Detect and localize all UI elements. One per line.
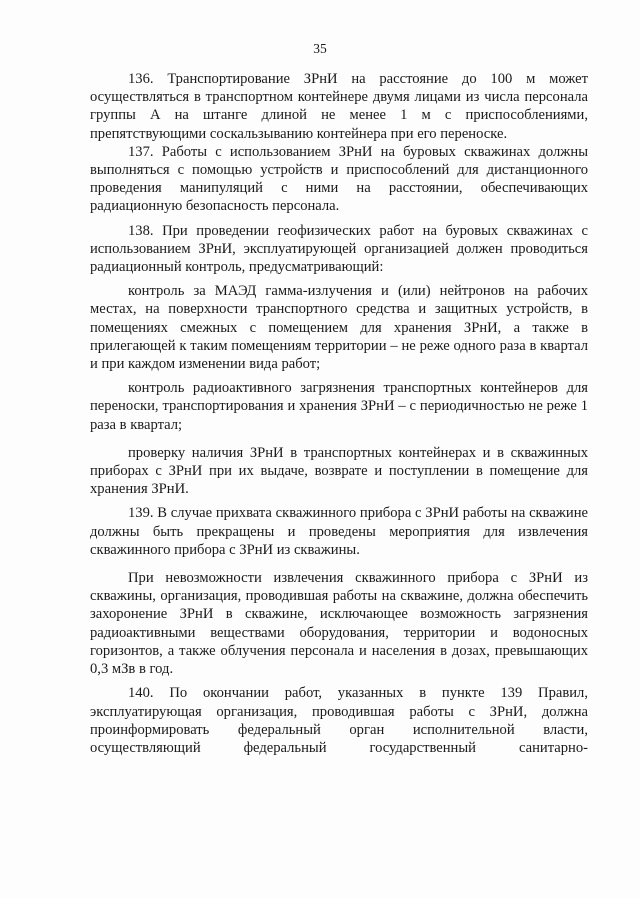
paragraph-138: 138. При проведении геофизических работ на буровых скважинах с использованием ЗРнИ, эксплуатирующей организацией должен проводиться радиационный контроль, предусматривающий: [90, 222, 588, 276]
paragraph-138-item-2: контроль радиоактивного загрязнения транспортных контейнеров для переноски, транспортирования и хранения ЗРнИ – с периодичностью не реже 1 раза в квартал; [90, 380, 588, 433]
paragraph-138-item-3: проверку наличия ЗРнИ в транспортных контейнерах и в скважинных приборах с ЗРнИ при их выдаче, возврате и поступлении в помещение для хранения ЗРнИ. [90, 444, 588, 498]
paragraph-139: 139. В случае прихвата скважинного прибора с ЗРнИ работы на скважине должны быть прекращены и проведены мероприятия для извлечения скважинного прибора с ЗРнИ из скважины. [90, 505, 588, 558]
document-body [90, 70, 588, 757]
paragraph-136: 136. Транспортирование ЗРнИ на расстояние до 100 м может осуществляться в транспортном контейнере двумя лицами из числа персонала группы А на штанге длиной не менее 1 м с приспособлениями, препятствующими соскальзыванию контейнера при его переноске. [90, 71, 588, 142]
page-number: 35 [313, 41, 327, 56]
paragraph-138-item-1: контроль за МАЭД гамма-излучения и (или) нейтронов на рабочих местах, на поверхности транспортного средства и защитных устройств, в помещениях смежных с помещением для хранения ЗРнИ, а также в прилегающей к таким помещениям территории – не реже одного раза в квартал и при каждом изменении вида работ; [90, 283, 588, 373]
paragraph-139-continued: При невозможности извлечения скважинного прибора с ЗРнИ из скважины, организация, проводившая работы на скважине, должна обеспечить захоронение ЗРнИ в скважине, исключающее возможность загрязнения радиоактивными веществами оборудования, территории и водоносных горизонтов, а также облучения персонала и населения в дозах, превышающих 0,3 мЗв в год. [90, 570, 588, 678]
paragraph-140: 140. По окончании работ, указанных в пункте 139 Правил, эксплуатирующая организация, проводившая работы с ЗРнИ, должна проинформировать федеральный орган исполнительной власти, осуществляющий федеральный государственный санитарно- [90, 685, 588, 756]
paragraph-137: 137. Работы с использованием ЗРнИ на буровых скважинах должны выполняться с помощью устройств и приспособлений для дистанционного проведения манипуляций с ними на расстоянии, обеспечивающих радиационную безопасность персонала. [90, 143, 588, 215]
